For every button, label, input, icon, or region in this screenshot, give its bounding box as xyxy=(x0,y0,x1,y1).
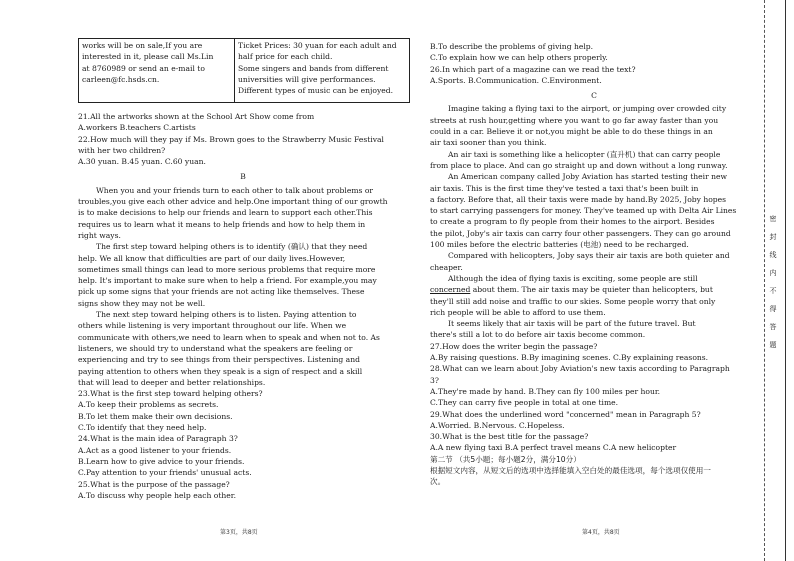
passage-line: experiencing and try to see things from their perspectives. Listening and xyxy=(78,355,360,365)
question-line: C.Pay attention to your friends' unusual acts. xyxy=(78,468,252,478)
passage-line: that will lead to deeper and better relationships. xyxy=(78,377,266,387)
page-number-left: 第3页，共8页 xyxy=(220,529,258,536)
passage-line: signs show they may not be well. xyxy=(78,298,206,308)
question-line: 29.What does the underlined word "concerned" mean in Paragraph 5? xyxy=(430,409,701,419)
question-line: A.They're made by hand. B.They can fly 100 miles per hour. xyxy=(430,386,661,396)
passage-line: rich people will be able to afford to use them. xyxy=(430,307,606,317)
passage-line: they'll still add noise and traffic to our skies. Some people worry that only xyxy=(430,296,716,306)
table-line: Ticket Prices: 30 yuan for each adult and xyxy=(238,41,397,50)
question-line: A.A new flying taxi B.A perfect travel means C.A new helicopter xyxy=(430,443,677,453)
table-line: universities will give performances. xyxy=(238,74,376,84)
option-line: B.To describe the problems of giving help. xyxy=(430,42,594,51)
passage-line: troubles,you give each other advice and help.One important thing of our growth xyxy=(78,197,388,207)
question-line: 28.What can we learn about Joby Aviation's new taxis according to Paragraph xyxy=(430,364,730,374)
question-line: A.To discuss why people help each other. xyxy=(78,490,236,500)
question-line: A.By raising questions. B.By imagining scenes. C.By explaining reasons. xyxy=(430,353,709,363)
question-26: 26.In which part of a magazine can we read the text? xyxy=(430,64,636,74)
table-line: works will be on sale,If you are xyxy=(82,41,203,50)
section-b-heading: B xyxy=(240,172,246,182)
question-line: C.To identify that they need help. xyxy=(78,423,207,433)
question-line: 25.What is the purpose of the passage? xyxy=(78,479,230,489)
question-line: B.Learn how to give advice to your friends. xyxy=(78,456,245,466)
question-line: 3? xyxy=(430,375,439,385)
binding-char: 线 xyxy=(769,251,777,259)
passage-line: The next step toward helping others is to listen. Paying attention to xyxy=(96,310,357,320)
passage-line: air taxi sooner than you think. xyxy=(430,138,547,148)
binding-char: 答 xyxy=(769,323,777,331)
table-line: Some singers and bands from different xyxy=(238,63,389,73)
left-column xyxy=(78,111,408,501)
question-line: 30.What is the best title for the passage? xyxy=(430,432,589,442)
binding-char: 不 xyxy=(769,287,777,295)
question-line: A.Worried. B.Nervous. C.Hopeless. xyxy=(430,420,565,430)
binding-char: 内 xyxy=(769,269,777,277)
passage-line: It seems likely that air taxis will be part of the future travel. But xyxy=(448,319,696,329)
passage-line: When you and your friends turn to each other to talk about problems or xyxy=(96,185,374,195)
table-line: half price for each child. xyxy=(238,52,333,62)
passage-line: requires us to learn what it means to help friends and how to help them in xyxy=(78,219,366,229)
question-22: 22.How much will they pay if Ms. Brown goes to the Strawberry Music Festival xyxy=(78,134,384,144)
festival-info-table xyxy=(78,38,410,103)
question-line: A.To keep their problems as secrets. xyxy=(78,400,219,410)
question-line: B.To let them make their own decisions. xyxy=(78,411,233,421)
table-left-cell xyxy=(79,39,235,102)
passage-line: listeners, we should try to understand what the speakers are feeling or xyxy=(78,343,353,353)
question-21: 21.All the artworks shown at the School Art Show come from xyxy=(78,112,315,121)
passage-line: to start carrying passengers for money. They've teamed up with Delta Air Lines xyxy=(430,206,737,216)
passage-text: about them. The air taxis may be quieter than helicopters, but xyxy=(470,285,713,295)
passage-line: Although the idea of flying taxis is exciting, some people are still xyxy=(448,273,698,283)
passage-line: to create a program to fly people from their homes to the airport. Besides xyxy=(430,217,715,227)
section-2-instructions-cont: 次。 xyxy=(430,477,446,487)
binding-border-line xyxy=(785,0,786,561)
binding-dashed-line xyxy=(764,0,765,561)
underlined-word: concerned xyxy=(430,285,471,295)
section-2-instructions: 根据短文内容，从短文后的选项中选择能填入空白处的最佳选项，每个选项仅使用一 xyxy=(430,465,711,475)
section-c-heading: C xyxy=(591,91,597,101)
section-2-title: 第二节 （共5小题；每小题2分，满分10分） xyxy=(430,454,581,464)
passage-line: pick up some signs that your friends are not acting like themselves. These xyxy=(78,287,365,297)
options-26: A.Sports. B.Communication. C.Environment. xyxy=(430,75,602,85)
passage-line: The first step toward helping others is to identify (确认) that they need xyxy=(96,242,368,252)
passage-line: help. It's important to make sure when to help a friend. For example,you may xyxy=(78,276,377,286)
passage-line: a factory. Before that, all their taxis were made by hand.By 2025, Joby hopes xyxy=(430,194,727,204)
passage-line: from place to place. And can go straight up and down without a long runway. xyxy=(430,160,728,170)
passage-line: An American company called Joby Aviation has started testing their new xyxy=(448,172,728,182)
options-22: A.30 yuan. B.45 yuan. C.60 yuan. xyxy=(78,157,206,167)
passage-line: help. We all know that difficulties are part of our daily lives.However, xyxy=(78,253,346,263)
table-line: interested in it, please call Ms.Lin xyxy=(82,52,214,62)
passage-line: communicate with others,we need to learn when to speak and when not to. As xyxy=(78,332,380,342)
passage-line: could in a car. Believe it or not,you might be able to do these things in an xyxy=(430,127,713,137)
passage-line: others while listening is very important throughout our life. When we xyxy=(78,321,347,331)
passage-line: paying attention to others when they speak is a sign of respect and a skill xyxy=(78,366,363,376)
passage-line xyxy=(430,284,758,295)
passage-line: is to make decisions to help our friends and learn to support each other.This xyxy=(78,208,373,218)
passage-line: Imagine taking a flying taxi to the airport, or jumping over crowded city xyxy=(448,104,727,114)
option-line: C.To explain how we can help others properly. xyxy=(430,53,608,63)
question-line: 24.What is the main idea of Paragraph 3? xyxy=(78,434,238,444)
passage-line: Compared with helicopters, Joby says their air taxis are both quieter and xyxy=(448,251,730,261)
question-line: 27.How does the writer begin the passage? xyxy=(430,341,598,351)
passage-line: there's still a lot to do before air taxis become common. xyxy=(430,330,646,340)
passage-line: right ways. xyxy=(78,230,121,240)
passage-line: An air taxi is something like a helicopter (直升机) that can carry people xyxy=(448,149,721,159)
binding-char: 密 xyxy=(769,215,777,223)
passage-line: sometimes small things can lead to more serious problems that require more xyxy=(78,264,376,274)
question-line: 23.What is the first step toward helping others? xyxy=(78,389,263,399)
options-21: A.workers B.teachers C.artists xyxy=(78,123,196,133)
passage-line: cheaper. xyxy=(430,262,463,272)
passage-line: 100 miles before the electric batteries (电池) need to be recharged. xyxy=(430,240,689,250)
passage-line: the pilot, Joby's air taxis can carry four other passengers. They can go around xyxy=(430,228,731,238)
binding-char: 题 xyxy=(769,341,777,349)
binding-char: 封 xyxy=(769,233,777,241)
question-line: C.They can carry five people in total at one time. xyxy=(430,398,619,408)
binding-char: 得 xyxy=(769,305,777,313)
table-line: at 8760989 or send an e-mail to xyxy=(82,63,205,73)
table-line: Different types of music can be enjoyed. xyxy=(238,86,393,96)
table-right-cell xyxy=(235,39,409,102)
question-line: A.Act as a good listener to your friends. xyxy=(78,445,232,455)
passage-line: streets at rush hour,getting where you want to go far away faster than you xyxy=(430,115,719,125)
table-line: carleen@fc.hsds.cn. xyxy=(82,74,160,84)
page-number-right: 第4页，共8页 xyxy=(582,529,620,536)
question-22-cont: with her two children? xyxy=(78,145,166,155)
right-column xyxy=(430,41,758,488)
binding-notice xyxy=(766,210,780,354)
passage-line: air taxis. This is the first time they've tested a taxi that's been built in xyxy=(430,183,699,193)
